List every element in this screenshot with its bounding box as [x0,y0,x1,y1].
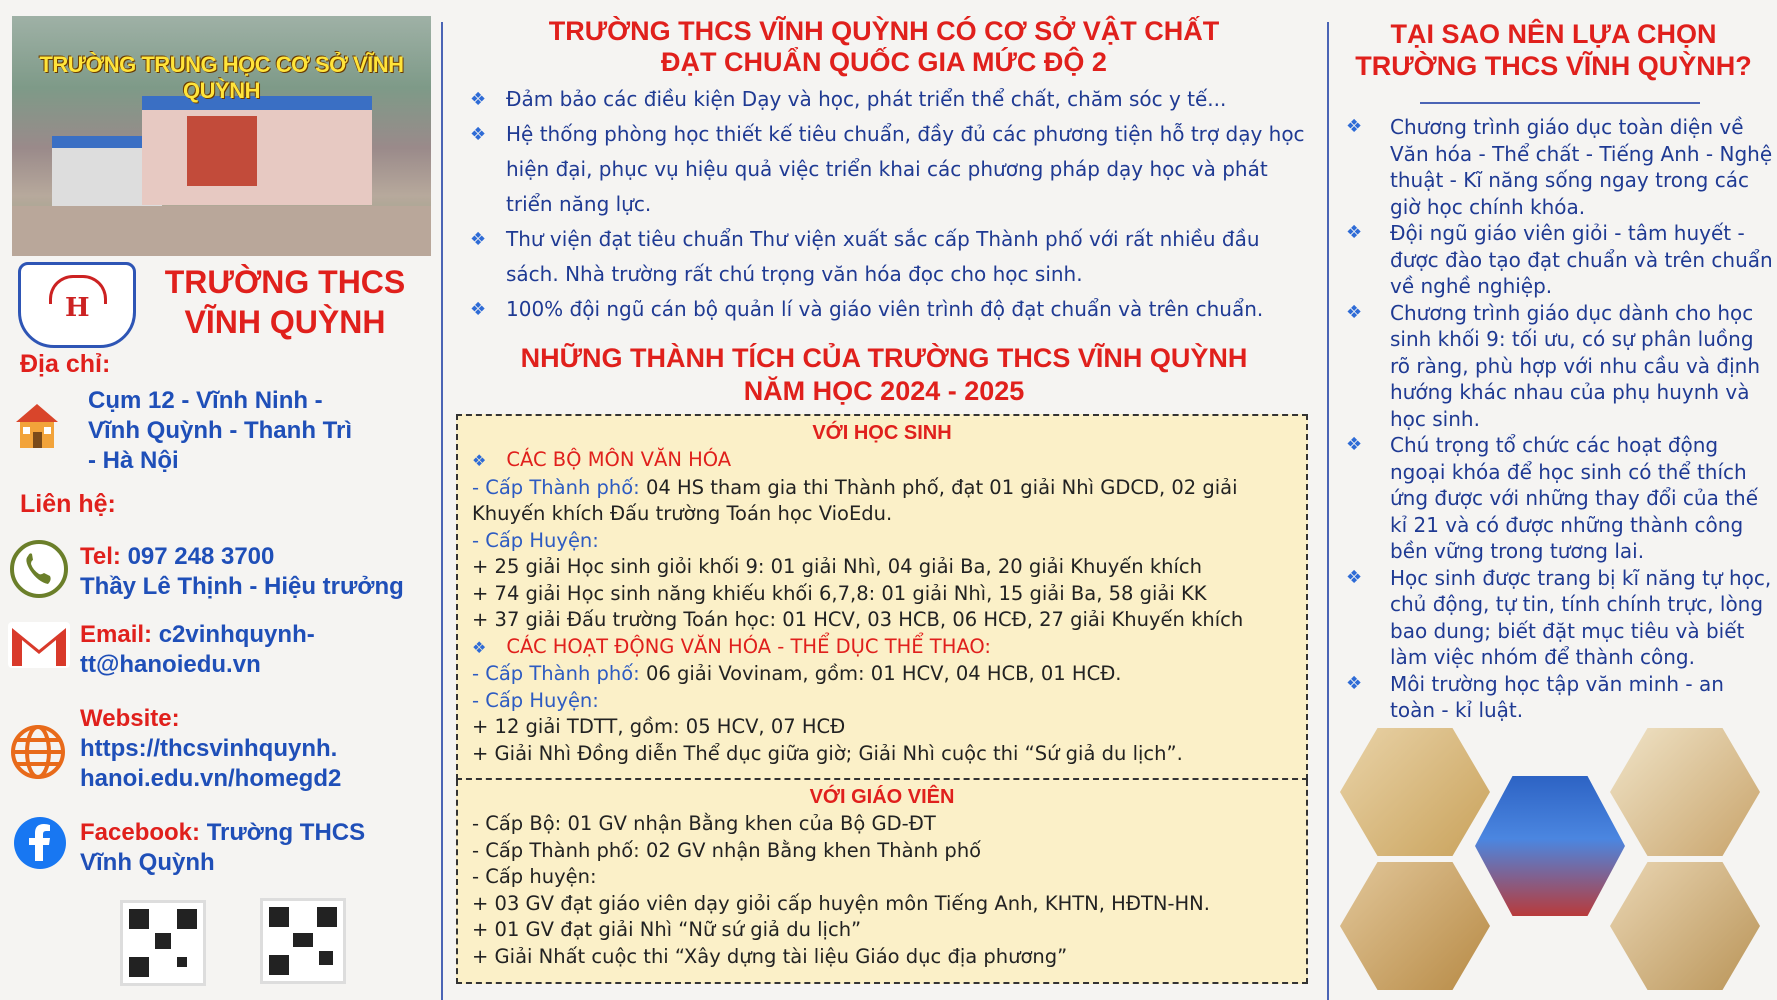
district-item: + 25 giải Học sinh giỏi khối 9: 01 giải Nhì, 04 giải Ba, 20 giải Khuyến khích [472,555,1202,578]
qr-code-left[interactable] [120,900,206,986]
facebook-icon [12,815,68,875]
district-item: + 37 giải Đấu trường Toán học: 01 HCV, 03 HCB, 06 HCĐ, 27 giải Khuyến khích [472,608,1244,631]
activities-city: - Cấp Thành phố: 06 giải Vovinam, gồm: 01 HCV, 04 HCB, 01 HCĐ. [472,662,1122,685]
certificate-photo [1340,728,1490,856]
email-label: Email: [80,621,153,648]
list-item: ❖ Đảm bảo các điều kiện Dạy và học, phát triển thể chất, chăm sóc y tế... [470,87,1227,111]
why-choose-title: TẠI SAO NÊN LỰA CHỌN TRƯỜNG THCS VĨNH QUỲNH? [1355,19,1752,81]
list-item: ❖ Chương trình giáo dục toàn diện về Văn hóa - Thể chất - Tiếng Anh - Nghệ thuật - Kĩ năng sống ngay trong các giờ học chính khóa. [1346,115,1773,219]
reasons-list [1340,114,1775,724]
teacher-item: - Cấp huyện: [472,865,597,888]
list-item: ❖ Môi trường học tập văn minh - an toàn - kỉ luật. [1346,671,1724,722]
teacher-item: - Cấp Bộ: 01 GV nhận Bằng khen của Bộ GD-ĐT [472,812,936,835]
phone-icon [8,538,70,604]
tel-block [80,542,404,602]
list-item: ❖ Học sinh được trang bị kĩ năng tự học, chủ động, tự tin, tính chính trực, lòng bao dung; biết đặt mục tiêu và biết làm việc nhóm để thành công. [1346,565,1772,669]
divider-right [1327,22,1329,1000]
activities-district-label: - Cấp Huyện: [472,688,599,712]
school-logo: H [18,262,136,348]
qr-code-right[interactable] [260,898,346,984]
list-item: ❖ 100% đội ngũ cán bộ quản lí và giáo viên trình độ đạt chuẩn và trên chuẩn. [470,297,1264,321]
activities-item: + 12 giải TDTT, gồm: 05 HCV, 07 HCĐ [472,715,846,738]
teacher-item: + 01 GV đạt giải Nhì “Nữ sứ giả du lịch” [472,918,862,941]
website-value-cont[interactable]: hanoi.edu.vn/homegd2 [80,765,342,792]
school-name: TRƯỜNG THCS VĨNH QUỲNH [164,264,406,340]
teacher-item: + Giải Nhất cuộc thi “Xây dựng tài liệu Giáo dục địa phương” [472,944,1068,968]
teachers-heading: VỚI GIÁO VIÊN [809,786,955,808]
right-column [1330,0,1777,1000]
list-item: ❖ Hệ thống phòng học thiết kế tiêu chuẩn, đầy đủ các phương tiện hỗ trợ dạy học hiện đại, phục vụ hiệu quả việc triển khai các phương pháp dạy học và phát triển năng lực. [470,122,1305,216]
facebook-label: Facebook: [80,819,201,846]
website-block [80,704,341,794]
students-box [456,414,1308,780]
school-photo [12,16,431,256]
facebook-block [80,818,365,878]
middle-column [444,0,1324,1000]
tel-person: Thầy Lê Thịnh - Hiệu trưởng [80,573,404,600]
website-label: Website: [80,705,180,732]
contact-label: Liên hệ: [20,490,116,518]
subjects-heading: ❖ CÁC BỘ MÔN VĂN HÓA [472,448,732,471]
photo-title: TRƯỜNG TRUNG HỌC CƠ SỞ VĨNH QUỲNH [39,52,404,103]
certificate-photo [1610,728,1760,856]
list-item: ❖ Chương trình giáo dục dành cho học sinh khối 9: tối ưu, có sự phân luồng rõ ràng, phù hợp với nhu cầu và định hướng khác nhau của phụ huynh và học sinh. [1346,300,1761,431]
tel-label: Tel: [80,543,121,570]
left-column [0,0,440,1000]
facilities-title: TRƯỜNG THCS VĨNH QUỲNH CÓ CƠ SỞ VẬT CHẤT ĐẠT CHUẨN QUỐC GIA MỨC ĐỘ 2 [548,16,1220,77]
address-text: Cụm 12 - Vĩnh Ninh - Vĩnh Quỳnh - Thanh Trì - Hà Nội [88,387,352,474]
achievements-title: NHỮNG THÀNH TÍCH CỦA TRƯỜNG THCS VĨNH QUỲNH NĂM HỌC 2024 - 2025 [520,343,1248,406]
facebook-value-cont[interactable]: Vĩnh Quỳnh [80,849,215,876]
ceremony-photo [1475,776,1625,916]
certificate-photo [1610,862,1760,990]
list-item: ❖ Đội ngũ giáo viên giỏi - tâm huyết - được đào tạo đạt chuẩn và trên chuẩn về nghề nghiệp. [1346,221,1773,298]
tel-value[interactable]: 097 248 3700 [127,543,275,570]
list-item: ❖ Thư viện đạt tiêu chuẩn Thư viện xuất sắc cấp Thành phố với rất nhiều đầu sách. Nhà trường rất chú trọng văn hóa đọc cho học sinh. [470,227,1260,286]
website-value[interactable]: https://thcsvinhquynh. [80,735,338,762]
teacher-item: - Cấp Thành phố: 02 GV nhận Bằng khen Thành phố [472,838,982,862]
students-heading: VỚI HỌC SINH [812,422,952,444]
activities-item: + Giải Nhì Đồng diễn Thể dục giữa giờ; Giải Nhì cuộc thi “Sứ giả du lịch”. [472,741,1183,765]
city-result-cont: Khuyến khích Đấu trường Toán học VioEdu. [472,502,893,525]
email-value-cont[interactable]: tt@hanoiedu.vn [80,651,261,678]
gmail-icon [6,620,72,674]
district-label: - Cấp Huyện: [472,528,599,552]
divider-left [441,22,443,1000]
facilities-list [466,82,1314,327]
list-item: ❖ Chú trọng tổ chức các hoạt động ngoại khóa để học sinh có thể thích ứng được với những thay đổi của thế kỉ 21 và có được những thành công bền vững trong tương lai. [1346,433,1759,563]
district-item: + 74 giải Học sinh năng khiếu khối 6,7,8: 01 giải Nhì, 15 giải Ba, 58 giải KK [472,581,1207,605]
email-value[interactable]: c2vinhquynh- [158,621,315,648]
certificate-photo [1340,862,1490,990]
title-underline [1420,102,1700,104]
teachers-box [456,780,1308,984]
teacher-item: + 03 GV đạt giáo viên dạy giỏi cấp huyện môn Tiếng Anh, KHTN, HĐTN-HN. [472,891,1210,915]
certificates-gallery [1340,728,1770,996]
facebook-value[interactable]: Trường THCS [206,819,366,846]
address-label: Địa chỉ: [20,350,111,378]
email-block [80,620,315,680]
globe-icon [8,722,68,786]
activities-heading: ❖ CÁC HOẠT ĐỘNG VĂN HÓA - THỂ DỤC THỂ THAO: [472,634,991,658]
city-result: - Cấp Thành phố: 04 HS tham gia thi Thành phố, đạt 01 giải Nhì GDCD, 02 giải [472,475,1238,499]
school-house-icon [14,402,60,454]
